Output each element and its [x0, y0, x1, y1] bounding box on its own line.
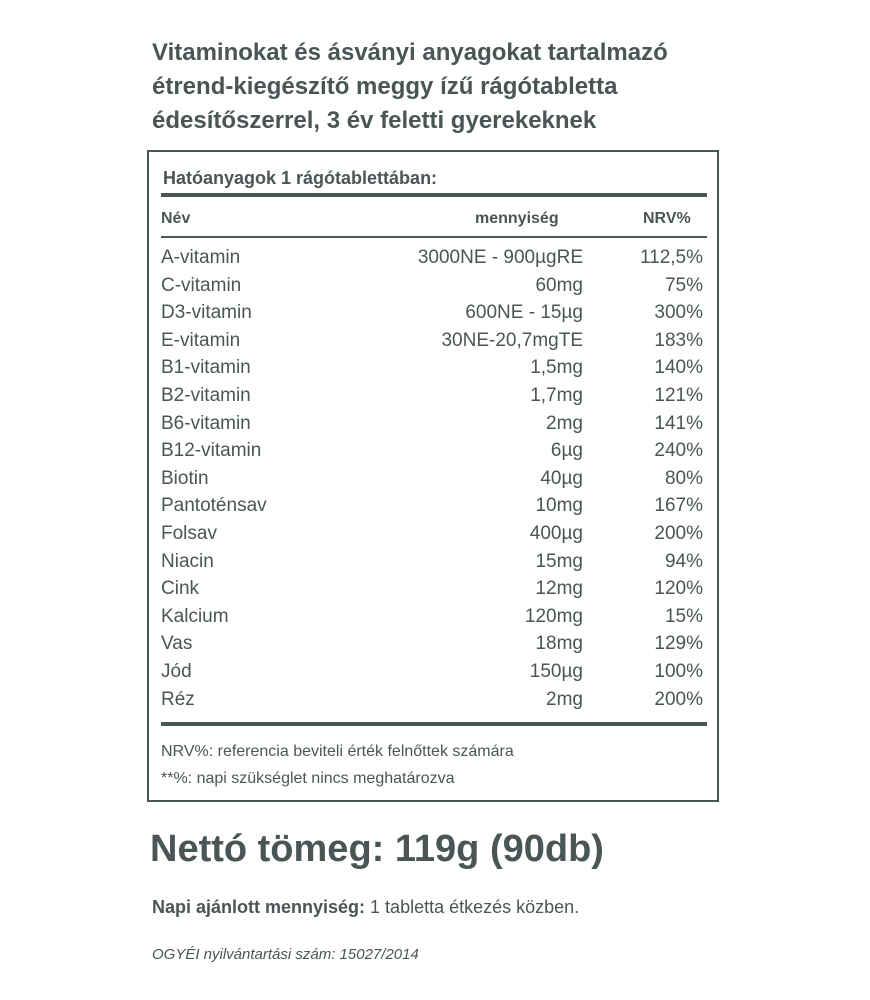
nutrient-amount: 60mg	[535, 274, 583, 296]
nutrient-nrv: 240%	[654, 440, 703, 462]
registration-number: OGYÉI nyilvántartási szám: 15027/2014	[152, 946, 419, 963]
column-header-rule	[161, 236, 707, 238]
column-header-amount: mennyiség	[475, 210, 559, 227]
nutrient-amount: 1,5mg	[530, 357, 583, 379]
nutrient-amount: 2mg	[546, 688, 583, 710]
nutrient-nrv: 141%	[654, 412, 703, 434]
table-row	[147, 327, 719, 355]
nutrient-nrv: 183%	[654, 329, 703, 351]
nutrient-nrv: 80%	[664, 467, 703, 489]
nutrient-name: Pantoténsav	[161, 495, 267, 517]
nutrient-name: Biotin	[161, 467, 209, 489]
nutrient-amount: 150µg	[529, 660, 583, 682]
nutrient-rows	[147, 244, 719, 713]
nutrient-nrv: 112,5%	[639, 247, 703, 268]
nutrient-name: Niacin	[161, 550, 214, 572]
table-row	[147, 437, 719, 465]
nutrient-name: D3-vitamin	[161, 302, 252, 324]
nutrient-nrv: 120%	[654, 578, 703, 600]
column-header-nrv: NRV%	[643, 210, 691, 227]
nutrient-name: A-vitamin	[161, 247, 241, 268]
column-header-name: Név	[161, 210, 191, 227]
nutrient-name: Folsav	[161, 522, 217, 544]
table-row	[147, 520, 719, 548]
heading-rule	[161, 193, 707, 197]
table-row	[147, 354, 719, 382]
nutrient-amount: 15mg	[535, 550, 583, 572]
table-row	[147, 630, 719, 658]
nutrient-name: Cink	[161, 578, 200, 600]
nutrient-amount: 12mg	[535, 578, 583, 600]
nutrient-name: Réz	[161, 688, 195, 710]
table-row	[147, 465, 719, 493]
nutrient-nrv: 129%	[654, 633, 703, 655]
nutrient-amount: 6µg	[550, 440, 583, 462]
nutrient-amount: 30NE-20,7mgTE	[441, 329, 583, 351]
nutrient-amount: 3000NE - 900µgRE	[417, 247, 583, 268]
table-row	[147, 548, 719, 576]
nutrient-amount: 2mg	[546, 412, 583, 434]
nutrient-name: Jód	[161, 660, 192, 682]
nutrient-nrv: 94%	[664, 550, 703, 572]
nutrient-nrv: 167%	[654, 495, 703, 517]
nutrient-nrv: 15%	[664, 605, 703, 627]
nutrient-name: B1-vitamin	[161, 357, 251, 379]
nutrient-amount: 600NE - 15µg	[465, 302, 583, 324]
nutrient-amount: 1,7mg	[530, 384, 583, 406]
nutrient-nrv: 300%	[654, 302, 703, 324]
nutrient-nrv: 100%	[654, 660, 703, 682]
nutrient-name: B2-vitamin	[161, 384, 251, 406]
daily-recommendation	[152, 897, 579, 918]
daily-label: Napi ajánlott mennyiség:	[152, 897, 366, 917]
nutrient-name: Kalcium	[161, 605, 229, 627]
panel-heading: Hatóanyagok 1 rágótablettában:	[163, 168, 438, 188]
nutrient-amount: 400µg	[529, 522, 583, 544]
net-weight: Nettó tömeg: 119g (90db)	[150, 828, 604, 870]
nutrient-name: Vas	[161, 633, 193, 655]
nutrient-nrv: 140%	[654, 357, 703, 379]
nutrient-amount: 18mg	[535, 633, 583, 655]
nutrient-amount: 10mg	[535, 495, 583, 517]
table-row	[147, 575, 719, 603]
nutrient-name: C-vitamin	[161, 274, 242, 296]
nutrient-nrv: 75%	[664, 274, 703, 296]
nutrient-nrv: 200%	[654, 522, 703, 544]
table-row	[147, 658, 719, 686]
daily-need-footnote: **%: napi szükséglet nincs meghatározva	[161, 770, 455, 787]
nrv-footnote: NRV%: referencia beviteli érték felnőttek számára	[161, 743, 514, 760]
product-title	[152, 36, 752, 138]
table-row	[147, 603, 719, 631]
title-line-2: étrend-kiegészítő meggy ízű rágótabletta	[152, 73, 618, 100]
nutrient-amount: 40µg	[540, 467, 583, 489]
table-row	[147, 382, 719, 410]
table-row	[147, 244, 719, 272]
table-row	[147, 492, 719, 520]
nutrient-name: B12-vitamin	[161, 440, 262, 462]
nutrient-name: B6-vitamin	[161, 412, 251, 434]
nutrient-name: E-vitamin	[161, 329, 241, 351]
table-row	[147, 686, 719, 714]
nutrient-amount: 120mg	[524, 605, 583, 627]
table-bottom-rule	[161, 722, 707, 726]
title-line-3: édesítőszerrel, 3 év feletti gyerekeknek	[152, 107, 597, 134]
table-row	[147, 410, 719, 438]
title-line-1: Vitaminokat és ásványi anyagokat tartalmazó	[152, 39, 668, 66]
nutrient-nrv: 200%	[654, 688, 703, 710]
table-row	[147, 272, 719, 300]
daily-value: 1 tabletta étkezés közben.	[365, 897, 580, 917]
table-row	[147, 299, 719, 327]
nutrient-nrv: 121%	[654, 384, 703, 406]
